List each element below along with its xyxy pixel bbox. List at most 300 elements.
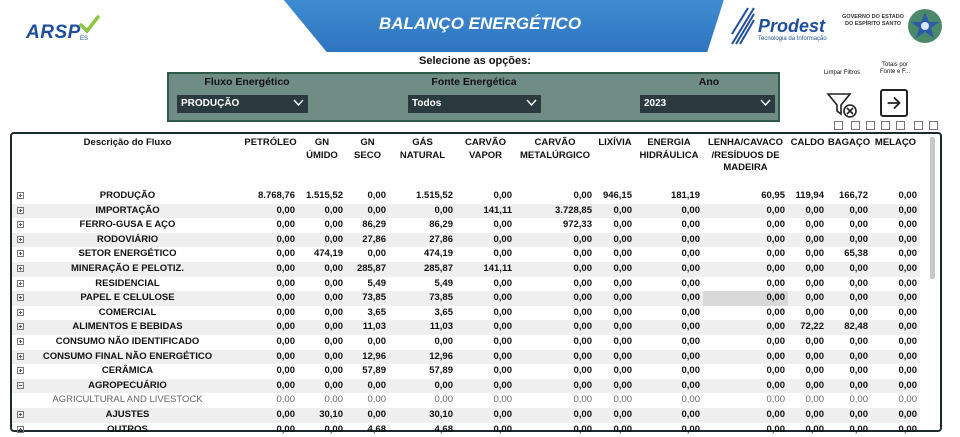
totals-button[interactable] — [880, 89, 908, 117]
row-description — [12, 233, 243, 248]
table-cell: 285,87 — [389, 262, 456, 277]
table-cell: 0,00 — [456, 393, 515, 408]
table-cell: 0,00 — [703, 204, 788, 219]
table-cell: 0,00 — [515, 262, 595, 277]
table-row[interactable] — [12, 306, 920, 321]
column-header-line: LENHA/CAVACO — [703, 137, 788, 150]
table-cell: 0,00 — [703, 350, 788, 365]
table-cell: 0,00 — [298, 262, 346, 277]
table-cell: 57,89 — [346, 364, 389, 379]
table-cell: 0,00 — [595, 247, 635, 262]
table-cell: 0,00 — [298, 277, 346, 292]
filter-clear-icon[interactable] — [826, 92, 858, 118]
table-cell: 30,10 — [298, 408, 346, 423]
row-description — [12, 379, 243, 394]
row-description — [12, 393, 243, 408]
table-cell: 0,00 — [827, 335, 871, 350]
table-cell: 0,00 — [346, 189, 389, 204]
table-cell: 0,00 — [827, 408, 871, 423]
prodest-logo-sub: Tecnologia da Informação — [758, 36, 827, 42]
arsp-logo-sub: ES — [80, 36, 88, 42]
table-cell: 0,00 — [243, 408, 298, 423]
table-cell: 0,00 — [788, 247, 827, 262]
row-description — [12, 306, 243, 321]
column-header[interactable] — [703, 137, 788, 189]
row-description-text: AGRICULTURAL AND LIVESTOCK — [52, 393, 202, 408]
table-cell: 0,00 — [827, 379, 871, 394]
table-cell: 0,00 — [635, 306, 703, 321]
table-row[interactable] — [12, 233, 920, 248]
table-cell: 3,65 — [346, 306, 389, 321]
table-cell: 0,00 — [243, 218, 298, 233]
table-cell: 0,00 — [871, 189, 920, 204]
table-row[interactable] — [12, 189, 920, 204]
table-row[interactable] — [12, 204, 920, 219]
table-cell: 0,00 — [788, 335, 827, 350]
table-cell: 86,29 — [389, 218, 456, 233]
table-cell: 0,00 — [788, 423, 827, 437]
table-cell: 12,96 — [389, 350, 456, 365]
table-row[interactable] — [12, 291, 920, 306]
table-cell: 0,00 — [871, 350, 920, 365]
table-cell: 0,00 — [515, 350, 595, 365]
table-row[interactable] — [12, 393, 920, 408]
table-cell: 0,00 — [456, 218, 515, 233]
table-cell: 0,00 — [871, 320, 920, 335]
table-cell: 27,86 — [389, 233, 456, 248]
table-cell: 0,00 — [595, 320, 635, 335]
row-description-text: RODOVIÁRIO — [97, 233, 158, 248]
table-cell: 0,00 — [788, 364, 827, 379]
table-row[interactable] — [12, 364, 920, 379]
table-cell: 0,00 — [703, 277, 788, 292]
table-cell: 0,00 — [703, 408, 788, 423]
table-cell: 0,00 — [635, 393, 703, 408]
table-body — [12, 189, 920, 437]
expand-icon[interactable] — [17, 294, 24, 301]
table-cell: 0,00 — [871, 247, 920, 262]
table-cell: 0,00 — [871, 277, 920, 292]
table-cell: 0,00 — [298, 306, 346, 321]
table-cell: 0,00 — [243, 233, 298, 248]
table-cell: 0,00 — [515, 335, 595, 350]
fonte-select[interactable] — [408, 95, 541, 113]
table-cell: 0,00 — [243, 291, 298, 306]
table-cell: 0,00 — [788, 408, 827, 423]
table-cell: 5,49 — [389, 277, 456, 292]
table-cell: 0,00 — [827, 233, 871, 248]
table-cell: 82,48 — [827, 320, 871, 335]
column-header[interactable] — [595, 137, 635, 189]
column-header[interactable] — [515, 137, 595, 189]
expand-all-icon[interactable] — [896, 121, 905, 130]
table-cell: 0,00 — [243, 364, 298, 379]
column-header-line: /RESÍDUOS DE — [703, 150, 788, 163]
totals-label: Totais por Fonte e F... — [874, 62, 916, 76]
table-cell: 0,00 — [871, 204, 920, 219]
table-cell: 0,00 — [635, 320, 703, 335]
table-cell: 0,00 — [298, 204, 346, 219]
table-header-row — [12, 137, 920, 189]
table-cell: 0,00 — [635, 277, 703, 292]
expand-icon[interactable] — [17, 353, 24, 360]
expand-icon[interactable] — [17, 338, 24, 345]
table-cell: 0,00 — [703, 320, 788, 335]
row-description — [12, 291, 243, 306]
arsp-logo: ARSP — [26, 22, 81, 44]
ano-select-value: 2023 — [644, 98, 666, 109]
drill-up-icon[interactable] — [851, 121, 860, 130]
table-cell: 0,00 — [456, 408, 515, 423]
table-cell: 0,00 — [515, 189, 595, 204]
expand-icon[interactable] — [17, 323, 24, 330]
table-cell: 30,10 — [389, 408, 456, 423]
table-row[interactable] — [12, 218, 920, 233]
check-icon — [78, 14, 100, 36]
column-header-line: ÚMIDO — [298, 150, 346, 163]
table-cell: 0,00 — [515, 277, 595, 292]
drill-down-icon[interactable] — [866, 121, 875, 130]
column-header-line: ENERGIA — [635, 137, 703, 150]
table-cell: 57,89 — [389, 364, 456, 379]
table-cell: 0,00 — [635, 204, 703, 219]
table-cell: 0,00 — [871, 335, 920, 350]
expand-icon[interactable] — [17, 367, 24, 374]
fluxo-label: Fluxo Energético — [177, 76, 317, 88]
table-cell: 0,00 — [298, 233, 346, 248]
row-description — [12, 204, 243, 219]
column-header-line: PETRÓLEO — [243, 137, 298, 150]
table-cell: 0,00 — [871, 306, 920, 321]
column-header[interactable] — [389, 137, 456, 189]
table-cell: 12,96 — [346, 350, 389, 365]
expand-icon[interactable] — [17, 426, 24, 433]
table-cell: 0,00 — [456, 291, 515, 306]
table-cell: 0,00 — [243, 262, 298, 277]
table-cell: 0,00 — [595, 423, 635, 437]
table-cell: 4,68 — [389, 423, 456, 437]
table-cell: 0,00 — [871, 408, 920, 423]
table-cell: 0,00 — [515, 379, 595, 394]
table-cell: 0,00 — [298, 218, 346, 233]
table-cell: 0,00 — [243, 379, 298, 394]
table-cell: 0,00 — [298, 291, 346, 306]
expand-icon[interactable] — [17, 192, 24, 199]
row-description — [12, 350, 243, 365]
table-cell: 0,00 — [456, 306, 515, 321]
table-cell: 0,00 — [595, 204, 635, 219]
table-cell: 1.515,52 — [298, 189, 346, 204]
expand-icon[interactable] — [17, 411, 24, 418]
focus-mode-icon[interactable] — [834, 121, 843, 130]
chevron-down-icon — [760, 99, 771, 107]
table-cell: 0,00 — [871, 364, 920, 379]
fluxo-select[interactable] — [177, 95, 308, 113]
fonte-select-value: Todos — [412, 98, 441, 109]
column-header[interactable] — [871, 137, 920, 189]
expand-icon[interactable] — [17, 265, 24, 272]
table-cell: 0,00 — [515, 291, 595, 306]
table-cell: 0,00 — [635, 247, 703, 262]
column-header-line: MADEIRA — [703, 162, 788, 175]
table-row[interactable] — [12, 379, 920, 394]
options-panel — [167, 72, 780, 122]
table-cell: 0,00 — [788, 218, 827, 233]
table-cell: 0,00 — [871, 393, 920, 408]
table-cell: 0,00 — [635, 350, 703, 365]
table-cell: 72,22 — [788, 320, 827, 335]
table-cell: 0,00 — [456, 277, 515, 292]
table-cell: 0,00 — [243, 204, 298, 219]
table-cell: 0,00 — [827, 350, 871, 365]
table-cell: 0,00 — [788, 262, 827, 277]
expand-icon[interactable] — [17, 236, 24, 243]
table-cell: 0,00 — [595, 408, 635, 423]
table-cell: 0,00 — [456, 350, 515, 365]
table-cell: 141,11 — [456, 204, 515, 219]
table-cell: 0,00 — [827, 277, 871, 292]
arrow-right-icon — [883, 92, 905, 114]
column-header-line: NATURAL — [389, 150, 456, 163]
row-description-text: CONSUMO FINAL NÃO ENERGÉTICO — [43, 350, 212, 365]
table-cell: 0,00 — [456, 320, 515, 335]
expand-icon[interactable] — [17, 280, 24, 287]
table-cell: 60,95 — [703, 189, 788, 204]
column-header-line: GN — [346, 137, 389, 150]
table-cell: 0,00 — [515, 423, 595, 437]
column-header-line: Descrição do Fluxo — [12, 137, 243, 150]
expand-next-level-icon[interactable] — [881, 121, 890, 130]
table-cell: 0,00 — [243, 320, 298, 335]
table-cell: 0,00 — [515, 233, 595, 248]
table-cell: 141,11 — [456, 262, 515, 277]
expand-icon[interactable] — [17, 221, 24, 228]
row-description-text: COMERCIAL — [99, 306, 157, 321]
table-cell: 11,03 — [389, 320, 456, 335]
table-cell: 0,00 — [515, 320, 595, 335]
table-cell: 0,00 — [703, 393, 788, 408]
column-header-line: SECO — [346, 150, 389, 163]
column-header[interactable] — [788, 137, 827, 189]
table-cell: 0,00 — [456, 189, 515, 204]
row-description — [12, 189, 243, 204]
row-description — [12, 277, 243, 292]
row-description-text: FERRO-GUSA E AÇO — [80, 218, 176, 233]
table-cell: 0,00 — [788, 291, 827, 306]
filter-icon[interactable] — [914, 121, 923, 130]
page-title: BALANÇO ENERGÉTICO — [330, 14, 630, 34]
column-header[interactable] — [243, 137, 298, 189]
column-header[interactable] — [456, 137, 515, 189]
row-description — [12, 364, 243, 379]
column-header-line: CARVÃO — [515, 137, 595, 150]
prodest-logo-icon — [728, 4, 758, 48]
column-header-line: MELAÇO — [871, 137, 920, 150]
table-cell: 3,65 — [389, 306, 456, 321]
row-description-text: OUTROS — [107, 423, 148, 437]
table-cell: 0,00 — [243, 335, 298, 350]
table-cell: 0,00 — [595, 262, 635, 277]
row-description-text: IMPORTAÇÃO — [95, 204, 159, 219]
table-row[interactable] — [12, 350, 920, 365]
table-cell: 0,00 — [595, 335, 635, 350]
expand-icon[interactable] — [17, 309, 24, 316]
table-cell: 0,00 — [703, 379, 788, 394]
table-cell: 0,00 — [635, 408, 703, 423]
table-cell: 0,00 — [635, 233, 703, 248]
prodest-logo: Prodest — [758, 16, 825, 37]
table-cell: 0,00 — [827, 423, 871, 437]
table-cell: 0,00 — [346, 393, 389, 408]
table-cell: 0,00 — [595, 379, 635, 394]
table-cell: 0,00 — [346, 247, 389, 262]
column-header-description[interactable] — [12, 137, 243, 189]
row-description-text: MINERAÇÃO E PELOTIZ. — [71, 262, 184, 277]
row-description — [12, 320, 243, 335]
table-cell: 0,00 — [515, 364, 595, 379]
table-cell: 0,00 — [515, 408, 595, 423]
table-cell: 0,00 — [595, 277, 635, 292]
table-cell: 0,00 — [871, 218, 920, 233]
table-cell: 0,00 — [827, 262, 871, 277]
table-cell: 0,00 — [298, 320, 346, 335]
table-cell: 0,00 — [243, 306, 298, 321]
table-cell: 0,00 — [389, 335, 456, 350]
table-cell: 0,00 — [346, 335, 389, 350]
collapse-icon[interactable] — [17, 382, 24, 389]
row-description — [12, 335, 243, 350]
column-header-line: GN — [298, 137, 346, 150]
column-header-line: HIDRÁULICA — [635, 150, 703, 163]
table-cell: 285,87 — [346, 262, 389, 277]
table-row[interactable] — [12, 408, 920, 423]
table-cell: 972,33 — [515, 218, 595, 233]
table-cell: 0,00 — [703, 423, 788, 437]
table-row[interactable] — [12, 247, 920, 262]
table-cell: 181,19 — [635, 189, 703, 204]
table-cell: 0,00 — [635, 364, 703, 379]
table-cell: 0,00 — [635, 423, 703, 437]
table-cell: 0,00 — [788, 379, 827, 394]
table-row[interactable] — [12, 320, 920, 335]
column-header-line: LIXÍVIA — [595, 137, 635, 150]
column-header[interactable] — [635, 137, 703, 189]
column-header[interactable] — [827, 137, 871, 189]
row-description — [12, 247, 243, 262]
table-cell: 119,94 — [788, 189, 827, 204]
table-cell: 0,00 — [703, 247, 788, 262]
row-description-text: RESIDENCIAL — [95, 277, 159, 292]
column-header-line: VAPOR — [456, 150, 515, 163]
column-header[interactable] — [346, 137, 389, 189]
row-description-text: ALIMENTOS E BEBIDAS — [72, 320, 182, 335]
table-cell: 0,00 — [456, 364, 515, 379]
ano-select[interactable] — [640, 95, 775, 113]
table-cell: 0,00 — [827, 393, 871, 408]
expand-icon[interactable] — [17, 207, 24, 214]
table-row[interactable] — [12, 262, 920, 277]
row-description — [12, 262, 243, 277]
row-description-text: AGROPECUÁRIO — [88, 379, 167, 394]
table-cell: 474,19 — [298, 247, 346, 262]
table-cell: 0,00 — [871, 379, 920, 394]
column-header[interactable] — [298, 137, 346, 189]
table-cell: 0,00 — [243, 423, 298, 437]
row-description — [12, 218, 243, 233]
table-cell: 0,00 — [456, 423, 515, 437]
table-row[interactable] — [12, 423, 920, 437]
state-seal-icon — [906, 6, 944, 46]
fluxo-select-value: PRODUÇÃO — [181, 98, 239, 109]
table-cell: 0,00 — [346, 204, 389, 219]
table-cell: 0,00 — [788, 204, 827, 219]
table-cell: 0,00 — [595, 291, 635, 306]
table-cell: 0,00 — [827, 204, 871, 219]
table-cell: 0,00 — [243, 277, 298, 292]
table-cell: 0,00 — [515, 393, 595, 408]
table-row[interactable] — [12, 277, 920, 292]
table-cell: 0,00 — [389, 204, 456, 219]
table-cell: 0,00 — [827, 291, 871, 306]
table-cell: 0,00 — [871, 291, 920, 306]
table-cell: 0,00 — [827, 218, 871, 233]
table-cell: 0,00 — [635, 262, 703, 277]
chevron-down-icon — [293, 99, 304, 107]
table-cell: 0,00 — [346, 408, 389, 423]
table-cell: 0,00 — [515, 306, 595, 321]
table-cell: 0,00 — [298, 364, 346, 379]
table-cell: 946,15 — [595, 189, 635, 204]
table-cell: 0,00 — [595, 233, 635, 248]
table-cell: 3.728,85 — [515, 204, 595, 219]
table-cell: 11,03 — [346, 320, 389, 335]
table-cell: 1.515,52 — [389, 189, 456, 204]
table-cell: 0,00 — [635, 335, 703, 350]
table-cell: 0,00 — [788, 277, 827, 292]
table-cell: 0,00 — [788, 350, 827, 365]
table-cell: 0,00 — [703, 335, 788, 350]
table-cell: 0,00 — [456, 379, 515, 394]
table-row[interactable] — [12, 335, 920, 350]
table-cell: 0,00 — [515, 247, 595, 262]
table-cell: 0,00 — [871, 262, 920, 277]
table-cell: 0,00 — [298, 423, 346, 437]
table-cell: 0,00 — [298, 393, 346, 408]
table-cell: 0,00 — [871, 233, 920, 248]
more-options-icon[interactable] — [929, 121, 938, 130]
government-label: GOVERNO DO ESTADO DO ESPÍRITO SANTO — [842, 14, 904, 28]
options-title: Selecione as opções: — [380, 55, 570, 67]
table-cell: 0,00 — [243, 247, 298, 262]
row-description-text: PAPEL E CELULOSE — [80, 291, 174, 306]
table-cell: 0,00 — [635, 291, 703, 306]
table-cell: 166,72 — [827, 189, 871, 204]
column-header-line: METALÚRGICO — [515, 150, 595, 163]
page-header — [0, 0, 960, 56]
table-cell: 4,68 — [346, 423, 389, 437]
expand-icon[interactable] — [17, 250, 24, 257]
table-cell: 86,29 — [346, 218, 389, 233]
table-cell: 0,00 — [595, 364, 635, 379]
vertical-scrollbar[interactable] — [930, 137, 935, 279]
table-cell: 0,00 — [456, 233, 515, 248]
row-description — [12, 408, 243, 423]
row-description-text: CERÂMICA — [102, 364, 153, 379]
table-cell: 65,38 — [827, 247, 871, 262]
table-cell: 0,00 — [871, 423, 920, 437]
table-cell: 0,00 — [788, 233, 827, 248]
table-cell: 0,00 — [703, 306, 788, 321]
